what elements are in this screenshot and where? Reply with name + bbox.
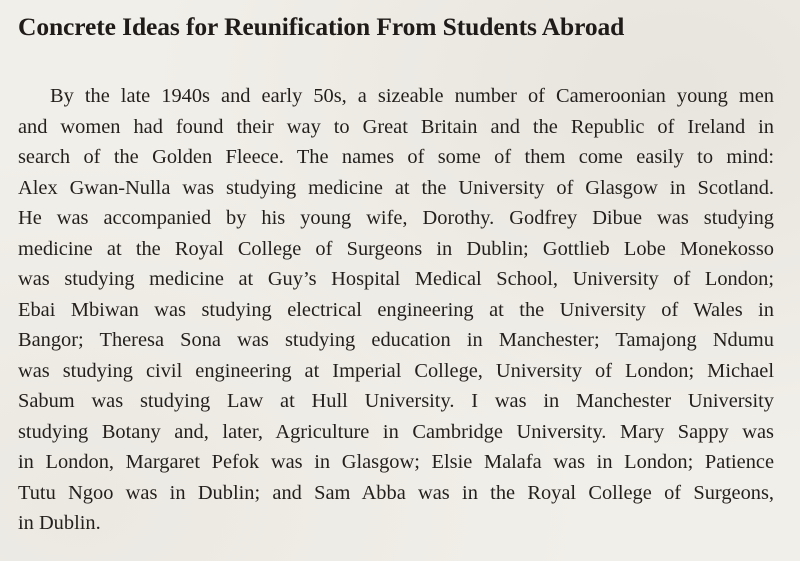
paragraph-line: Bangor; Theresa Sona was studying education in Manchester; Tamajong Ndumu xyxy=(18,329,774,351)
body-paragraph xyxy=(18,81,774,539)
paragraph-line: search of the Golden Fleece. The names of some of them come easily to mind: xyxy=(18,146,774,168)
paragraph-line: Ebai Mbiwan was studying electrical engineering at the University of Wales in xyxy=(18,298,774,321)
paragraph-line: in London, Margaret Pefok was in Glasgow; Elsie Malafa was in London; Patience xyxy=(18,451,774,473)
paragraph-line: He was accompanied by his young wife, Dorothy. Godfrey Dibue was studying xyxy=(18,207,774,229)
paragraph-line: in Dublin. xyxy=(18,512,101,534)
paragraph-line: was studying civil engineering at Imperial College, University of London; Michael xyxy=(18,359,774,382)
paragraph-line: By the late 1940s and early 50s, a sizeable number of Cameroonian young men xyxy=(50,85,774,107)
paragraph-line: medicine at the Royal College of Surgeons in Dublin; Gottlieb Lobe Monekosso xyxy=(18,237,774,260)
paragraph-line: was studying medicine at Guy’s Hospital Medical School, University of London; xyxy=(18,268,774,290)
paragraph-line: Alex Gwan-Nulla was studying medicine at the University of Glasgow in Scotland. xyxy=(18,176,774,199)
paragraph-line: and women had found their way to Great Britain and the Republic of Ireland in xyxy=(18,115,774,138)
paragraph-line: studying Botany and, later, Agriculture in Cambridge University. Mary Sappy was xyxy=(18,420,774,443)
paragraph-line: Sabum was studying Law at Hull University. I was in Manchester University xyxy=(18,390,774,412)
section-heading: Concrete Ideas for Reunification From Students Abroad xyxy=(18,12,625,41)
paragraph-line: Tutu Ngoo was in Dublin; and Sam Abba was in the Royal College of Surgeons, xyxy=(18,481,774,504)
